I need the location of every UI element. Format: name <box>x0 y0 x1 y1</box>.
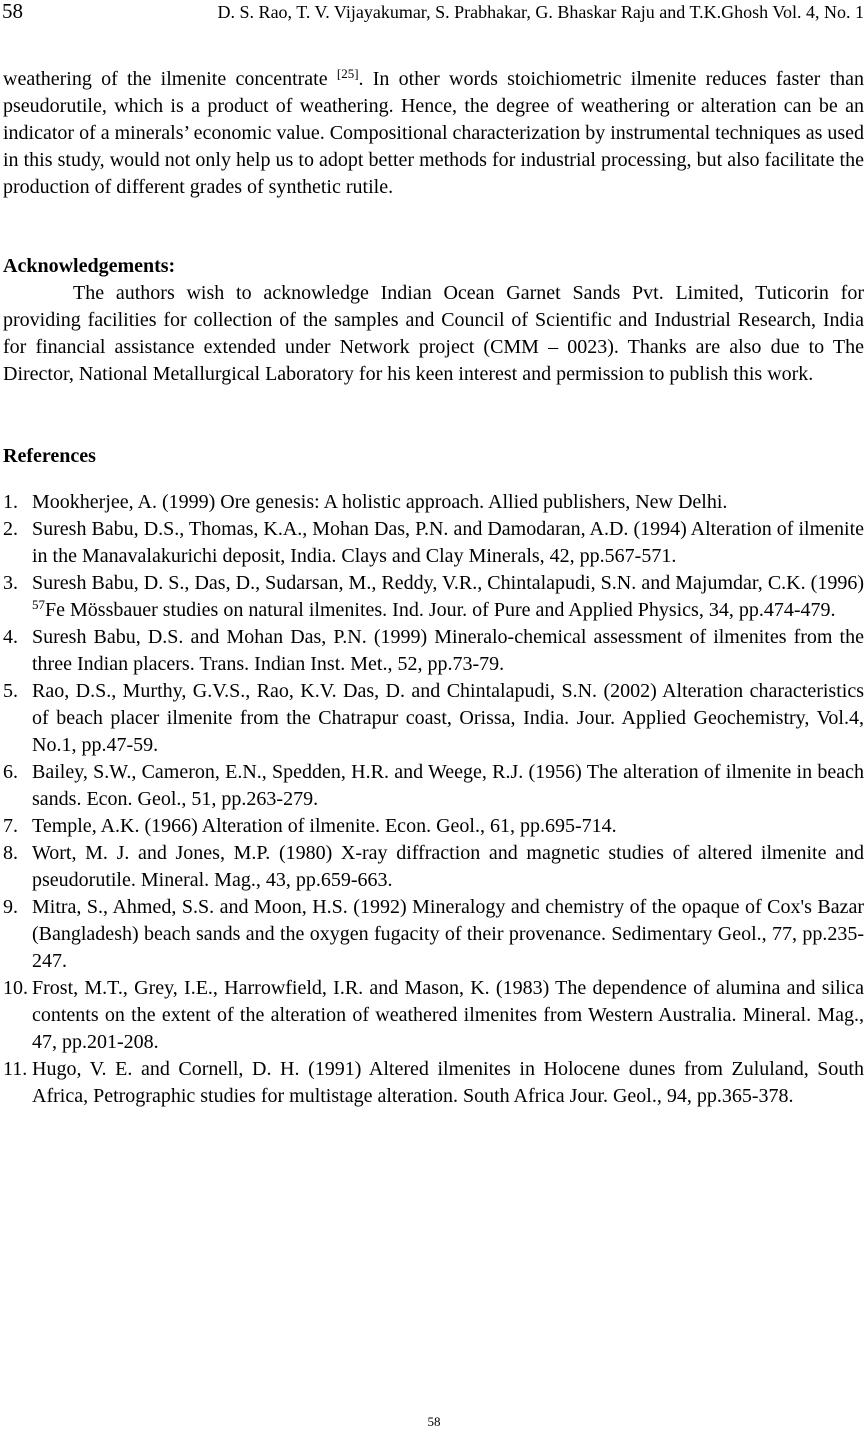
reference-number: 4. <box>3 626 18 648</box>
reference-text-end: Fe Mössbauer studies on natural ilmenites. Ind. Jour. of Pure and Applied Physics, 34, pp.474-479. <box>45 599 836 621</box>
page-number-footer: 58 <box>427 1414 441 1429</box>
reference-number: 9. <box>3 896 18 918</box>
reference-item <box>3 1056 864 1110</box>
references-heading: References <box>3 445 96 467</box>
page-number-top: 58 <box>2 0 23 23</box>
intro-paragraph <box>3 66 864 201</box>
reference-item <box>3 678 864 759</box>
reference-item <box>3 840 864 894</box>
reference-item <box>3 516 864 570</box>
reference-text: Rao, D.S., Murthy, G.V.S., Rao, K.V. Das, D. and Chintalapudi, S.N. (2002) Alteration characteristics of beach placer ilmenite from the Chatrapur coast, Orissa, India. Jour. Applied Geochemistry, Vol.4, No.1, pp.47-59. <box>32 680 864 756</box>
reference-number: 10. <box>3 977 28 999</box>
reference-text-start: Suresh Babu, D. S., Das, D., Sudarsan, M., Reddy, V.R., Chintalapudi, S.N. and Majumdar, C.K. (1996) <box>32 572 864 594</box>
reference-text: Mookherjee, A. (1999) Ore genesis: A holistic approach. Allied publishers, New Delhi. <box>32 491 728 513</box>
reference-item <box>3 570 864 624</box>
running-head: D. S. Rao, T. V. Vijayakumar, S. Prabhakar, G. Bhaskar Raju and T.K.Ghosh Vol. 4, No. 1 <box>217 2 864 22</box>
reference-number: 3. <box>3 572 18 594</box>
reference-number: 6. <box>3 761 18 783</box>
reference-text: Suresh Babu, D.S., Thomas, K.A., Mohan Das, P.N. and Damodaran, A.D. (1994) Alteration of ilmenite in the Manavalakurichi deposit, India. Clays and Clay Minerals, 42, pp.567-571. <box>32 518 864 567</box>
reference-item <box>3 975 864 1056</box>
reference-text: Frost, M.T., Grey, I.E., Harrowfield, I.R. and Mason, K. (1983) The dependence of alumina and silica contents on the extent of the alteration of weathered ilmenites from Western Australia. Mineral. Mag., 47, pp.201-208. <box>32 977 864 1053</box>
acknowledgements-heading: Acknowledgements: <box>3 255 176 277</box>
intro-text-start: weathering of the ilmenite concentrate <box>3 68 337 90</box>
reference-text: Bailey, S.W., Cameron, E.N., Spedden, H.R. and Weege, R.J. (1956) The alteration of ilmenite in beach sands. Econ. Geol., 51, pp.263-279. <box>32 761 864 810</box>
reference-item <box>3 759 864 813</box>
reference-text: Wort, M. J. and Jones, M.P. (1980) X-ray diffraction and magnetic studies of altered ilmenite and pseudorutile. Mineral. Mag., 43, pp.659-663. <box>32 842 864 891</box>
reference-number: 5. <box>3 680 18 702</box>
reference-number: 1. <box>3 491 18 513</box>
reference-item <box>3 813 864 840</box>
reference-text: Suresh Babu, D.S. and Mohan Das, P.N. (1999) Mineralo-chemical assessment of ilmenites from the three Indian placers. Trans. Indian Inst. Met., 52, pp.73-79. <box>32 626 864 675</box>
reference-number: 11. <box>3 1058 28 1080</box>
reference-text: Hugo, V. E. and Cornell, D. H. (1991) Altered ilmenites in Holocene dunes from Zululand, South Africa, Petrographic studies for multistage alteration. South Africa Jour. Geol., 94, pp.365-378. <box>32 1058 864 1107</box>
reference-list <box>3 489 864 1110</box>
intro-text-end: . In other words stoichiometric ilmenite reduces faster than pseudorutile, which is a product of weathering. Hence, the degree of weathering or alteration can be an indicator of a minerals’ economic value. Compositional characterization by instrumental techniques as used in this study, would not only help us to adopt better methods for industrial processing, but also facilitate the production of different grades of synthetic rutile. <box>3 68 865 198</box>
isotope-superscript: 57 <box>32 597 45 612</box>
reference-number: 8. <box>3 842 18 864</box>
reference-item <box>3 624 864 678</box>
reference-number: 2. <box>3 518 18 540</box>
citation-superscript: [25] <box>336 66 359 81</box>
reference-item <box>3 894 864 975</box>
reference-number: 7. <box>3 815 18 837</box>
acknowledgements-paragraph: The authors wish to acknowledge Indian Ocean Garnet Sands Pvt. Limited, Tuticorin for providing facilities for collection of the samples and Council of Scientific and Industrial Research, India for financial assistance extended under Network project (CMM – 0023). Thanks are also due to The Director, National Metallurgical Laboratory for his keen interest and permission to publish this work. <box>3 282 864 385</box>
reference-text: Temple, A.K. (1966) Alteration of ilmenite. Econ. Geol., 61, pp.695-714. <box>32 815 617 837</box>
reference-item <box>3 489 864 516</box>
page-header <box>0 0 868 26</box>
page-body <box>3 66 864 1110</box>
reference-text: Mitra, S., Ahmed, S.S. and Moon, H.S. (1992) Mineralogy and chemistry of the opaque of Cox's Bazar (Bangladesh) beach sands and the oxygen fugacity of their provenance. Sedimentary Geol., 77, pp.235-247. <box>32 896 864 972</box>
